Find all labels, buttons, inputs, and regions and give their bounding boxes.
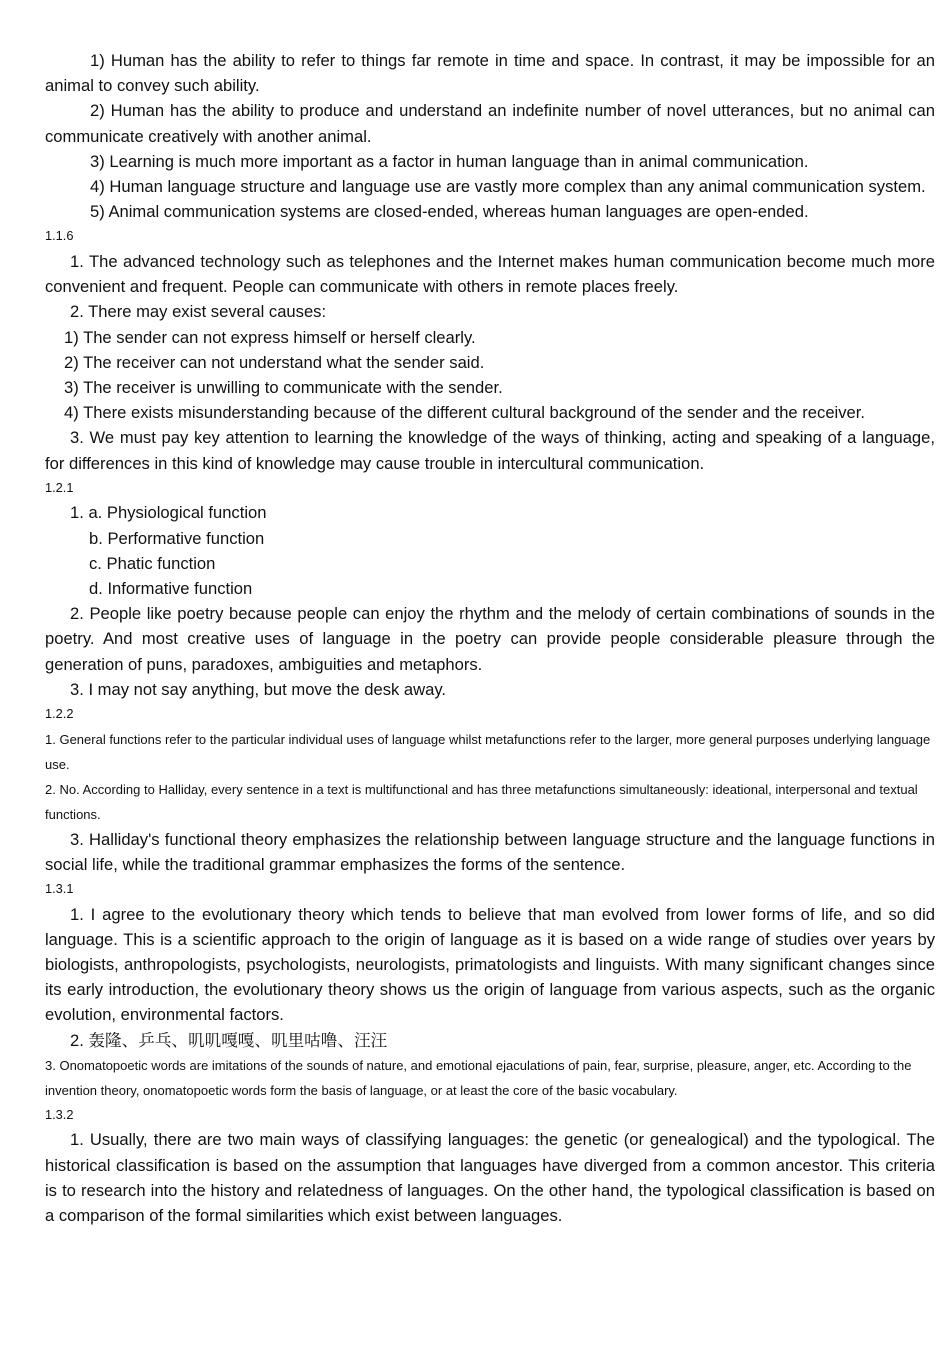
answer-paragraph: 3. Onomatopoetic words are imitations of the sounds of nature, and emotional ejaculations of pain, fear, surprise, pleasure, anger, etc. According to the invention theory, onomatopoetic words form the basis of language, or at least the core of the basic vocabulary.	[45, 1057, 912, 1098]
answer-paragraph: 2. People like poetry because people can enjoy the rhythm and the melody of certain combinations of sounds in the poetry. And most creative uses of language in the poetry can provide people considerable pleasure through the generation of puns, paradoxes, ambiguities and metaphors.	[45, 604, 935, 674]
answer-item: 5) Animal communication systems are closed-ended, whereas human languages are open-ended.	[90, 202, 809, 222]
cause-item: 4) There exists misunderstanding because of the different cultural background of the sender and the receiver.	[64, 403, 865, 423]
answer-paragraph: 1. General functions refer to the particular individual uses of language whilst metafunctions refer to the larger, more general purposes underlying language use.	[45, 731, 931, 772]
answer-item: 2) Human has the ability to produce and understand an indefinite number of novel utterances, but no animal can communicate creatively with another animal.	[45, 101, 935, 146]
cause-item: 2) The receiver can not understand what the sender said.	[64, 352, 485, 372]
function-item: b. Performative function	[89, 528, 265, 548]
cause-item: 1) The sender can not express himself or herself clearly.	[64, 327, 476, 347]
section-heading: 1.3.1	[45, 881, 74, 897]
answer-paragraph: 3. I may not say anything, but move the desk away.	[70, 679, 447, 699]
answer-paragraph: 1. The advanced technology such as telephones and the Internet makes human communication become much more convenient and frequent. People can communicate with others in remote places freely.	[45, 252, 935, 297]
section-heading: 1.1.6	[45, 228, 74, 244]
item-number: 2.	[70, 1030, 84, 1050]
onomatopoeia-examples	[45, 1028, 935, 1053]
section-heading: 1.2.2	[45, 706, 74, 722]
answer-item: 4) Human language structure and language use are vastly more complex than any animal communication system.	[90, 177, 926, 197]
document-page	[45, 48, 935, 1228]
answer-paragraph: 3. We must pay key attention to learning the knowledge of the ways of thinking, acting and speaking of a language, for differences in this kind of knowledge may cause trouble in intercultural communication.	[45, 428, 935, 473]
answer-paragraph: 1. I agree to the evolutionary theory which tends to believe that man evolved from lower forms of life, and so did language. This is a scientific approach to the origin of language as it is based on a wide range of studies over years by biologists, anthropologists, psychologists, neurologists, primatologists and linguists. With many significant changes since its early introduction, the evolutionary theory shows us the origin of language from various aspects, such as the organic evolution, environmental factors.	[45, 904, 935, 1025]
function-item: c. Phatic function	[89, 553, 216, 573]
answer-paragraph: 1. Usually, there are two main ways of classifying languages: the genetic (or genealogical) and the typological. The historical classification is based on the assumption that languages have diverged from a common ancestor. This criteria is to research into the history and relatedness of languages. On the other hand, the typological classification is based on a comparison of the formal similarities which exist between languages.	[45, 1130, 935, 1226]
answer-item: 3) Learning is much more important as a factor in human language than in animal communication.	[90, 151, 809, 171]
answer-paragraph: 3. Halliday's functional theory emphasizes the relationship between language structure and the language functions in social life, while the traditional grammar emphasizes the forms of the sentence.	[45, 829, 935, 874]
chinese-examples: 轰隆、乒乓、叽叽嘎嘎、叽里咕噜、汪汪	[88, 1030, 388, 1050]
answer-paragraph: 2. No. According to Halliday, every sentence in a text is multifunctional and has three metafunctions simultaneously: ideational, interpersonal and textual functions.	[45, 781, 918, 822]
answer-paragraph: 2. There may exist several causes:	[70, 302, 327, 322]
section-heading: 1.3.2	[45, 1106, 74, 1122]
section-heading: 1.2.1	[45, 479, 74, 495]
function-item: 1. a. Physiological function	[70, 503, 267, 523]
answer-item: 1) Human has the ability to refer to things far remote in time and space. In contrast, it may be impossible for an animal to convey such ability.	[45, 51, 935, 96]
function-item: d. Informative function	[89, 579, 253, 599]
cause-item: 3) The receiver is unwilling to communicate with the sender.	[64, 378, 503, 398]
